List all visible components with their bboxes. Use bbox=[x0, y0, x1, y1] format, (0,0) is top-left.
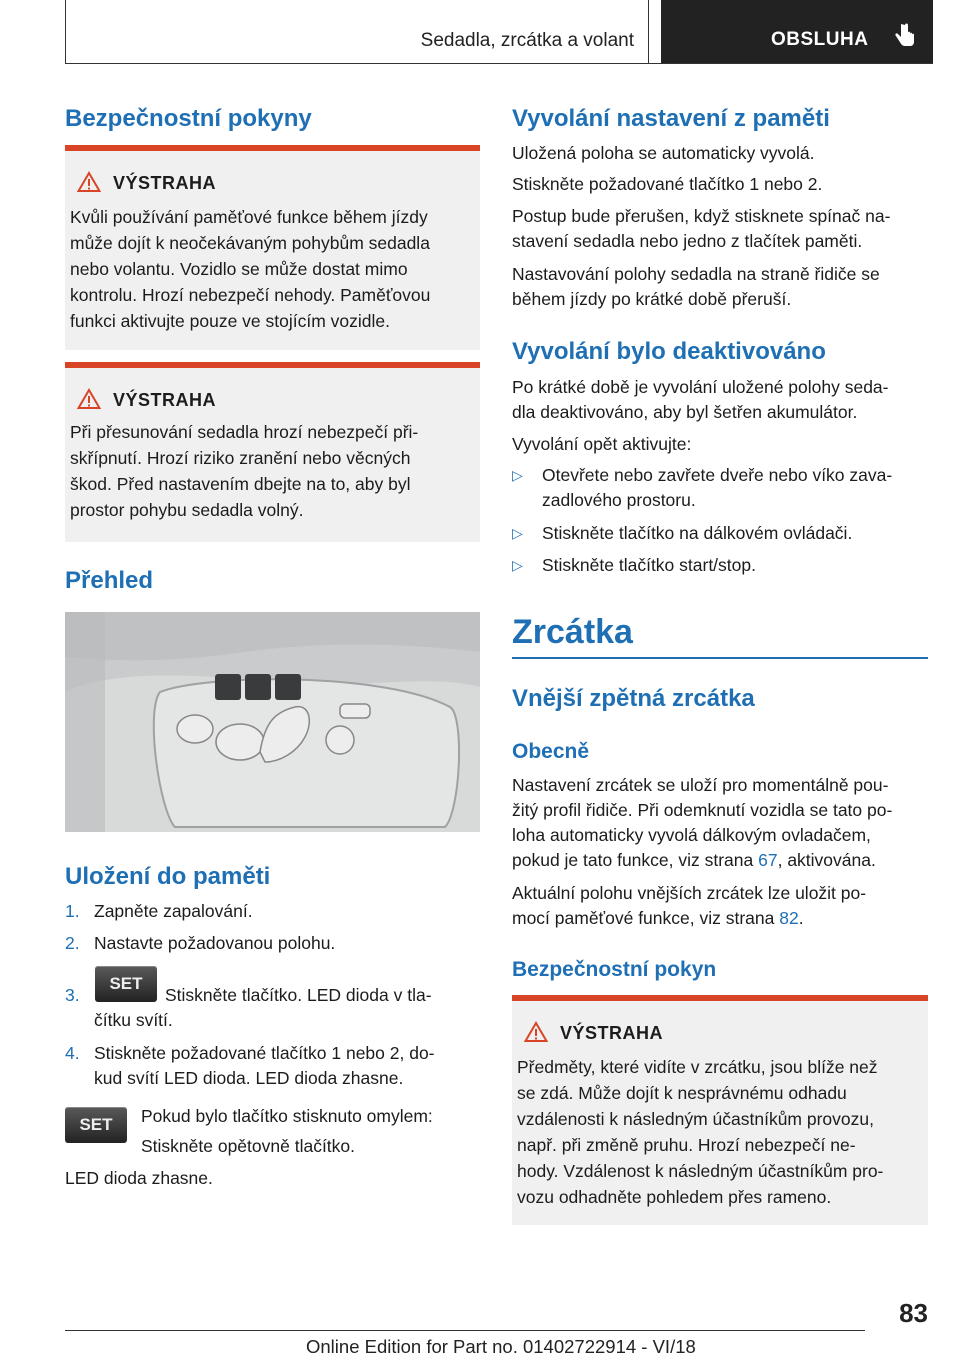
paragraph: Stiskněte požadované tlačítko 1 nebo 2. bbox=[512, 174, 823, 194]
set-button: SET bbox=[95, 966, 157, 1002]
warning-text: Předměty, které vidíte v zrcátku, jsou blíže než se zdá. Může dojít k nesprávnému odhadu vzdálenosti k následným účastníkům provozu, např. při změně pruhu. Hrozí nebezpečí ne‐ hody. Vzdálenost k následným účastníkům pro‐ vozu odhadněte pohledem přes rameno. bbox=[517, 1057, 884, 1207]
warning-title: VÝSTRAHA bbox=[113, 390, 217, 410]
note-text: Stiskněte opětovně tlačítko. bbox=[141, 1136, 356, 1156]
warning-bar bbox=[65, 145, 480, 151]
safety-note-heading: Bezpečnostní pokyn bbox=[512, 958, 717, 981]
paragraph: pokud je tato funkce, viz strana 67, aktivována. bbox=[512, 850, 876, 870]
step-text: Stiskněte tlačítko. LED dioda v tla‐ bbox=[165, 985, 432, 1005]
paragraph: během jízdy po krátké době přeruší. bbox=[512, 289, 792, 309]
step-number: 1. bbox=[65, 901, 80, 921]
paragraph: Nastavování polohy sedadla na straně řidiče se bbox=[512, 264, 880, 284]
warning-triangle-icon bbox=[524, 1021, 548, 1043]
step-text: Zapněte zapalování. bbox=[94, 901, 253, 921]
note-text: Pokud bylo tlačítko stisknuto omylem: bbox=[141, 1106, 433, 1126]
mirrors-heading: Zrcátka bbox=[512, 613, 633, 651]
warning-bar bbox=[512, 995, 928, 1001]
seat-controls-illustration bbox=[65, 612, 480, 832]
warning-triangle-icon bbox=[77, 171, 101, 193]
header-border bbox=[65, 0, 66, 63]
bullet-triangle-icon: ▷ bbox=[512, 525, 523, 541]
warning-title: VÝSTRAHA bbox=[560, 1023, 664, 1043]
warning-text: Kvůli používání paměťové funkce během jízdy může dojít k neočekávaným pohybům sedadla nebo volantu. Vozidlo se může dostat mimo kontrolu. Hrozí nebezpečí nehody. Paměťovou funkci aktivujte pouze ve stojícím vozidle. bbox=[70, 207, 431, 331]
paragraph: Uložená poloha se automaticky vyvolá. bbox=[512, 143, 815, 163]
paragraph: Postup bude přerušen, když stisknete spínač na‐ bbox=[512, 206, 891, 226]
paragraph: Po krátké době je vyvolání uložené polohy seda‐ bbox=[512, 377, 889, 397]
deactivated-heading: Vyvolání bylo deaktivováno bbox=[512, 338, 826, 365]
step-number: 4. bbox=[65, 1043, 80, 1063]
paragraph: žitý profil řidiče. Při odemknutí vozidla se tato po‐ bbox=[512, 800, 893, 820]
step-number: 2. bbox=[65, 933, 80, 953]
footer-edition: Online Edition for Part no. 01402722914 - VI/18 bbox=[306, 1336, 696, 1357]
warning-bar bbox=[65, 362, 480, 368]
warning-text: Při přesunování sedadla hrozí nebezpečí při‐ skřípnutí. Hrozí riziko zranění nebo věcných škod. Před nastavením dbejte na to, aby byl prostor pohybu sedadla volný. bbox=[70, 422, 419, 520]
paragraph: stavení sedadla nebo jedno z tlačítek paměti. bbox=[512, 231, 863, 251]
led-off-text: LED dioda zhasne. bbox=[65, 1168, 213, 1188]
warning-box-mirrors bbox=[512, 995, 928, 1225]
paragraph: loha automaticky vyvolá dálkovým ovladačem, bbox=[512, 825, 871, 845]
warning-box-pinch bbox=[65, 362, 480, 542]
heading-rule bbox=[512, 657, 928, 659]
paragraph: Aktuální polohu vnějších zrcátek lze uložit po‐ bbox=[512, 883, 867, 903]
paragraph: Vyvolání opět aktivujte: bbox=[512, 434, 692, 454]
header-tab-label: OBSLUHA bbox=[771, 29, 869, 50]
paragraph: Nastavení zrcátek se uloží pro momentálně pou‐ bbox=[512, 775, 889, 795]
header-rule bbox=[65, 63, 933, 64]
step-text: Nastavte požadovanou polohu. bbox=[94, 933, 336, 953]
paragraph: mocí paměťové funkce, viz strana 82. bbox=[512, 908, 804, 928]
header-section-title: Sedadla, zrcátka a volant bbox=[420, 30, 634, 51]
page-link-82[interactable]: 82 bbox=[779, 908, 799, 928]
warning-title: VÝSTRAHA bbox=[113, 173, 217, 193]
header-separator bbox=[648, 0, 649, 63]
bullet-triangle-icon: ▷ bbox=[512, 557, 523, 573]
overview-heading: Přehled bbox=[65, 567, 154, 594]
step-text: kud svítí LED dioda. LED dioda zhasne. bbox=[94, 1068, 404, 1088]
set-button: SET bbox=[65, 1107, 127, 1143]
step-text: Stiskněte požadované tlačítko 1 nebo 2, do‐ bbox=[94, 1043, 435, 1063]
step-number: 3. bbox=[65, 985, 80, 1005]
page-number: 83 bbox=[899, 1298, 928, 1328]
exterior-mirrors-heading: Vnější zpětná zrcátka bbox=[512, 685, 755, 712]
general-heading: Obecně bbox=[512, 740, 590, 763]
safety-instructions-heading: Bezpečnostní pokyny bbox=[65, 105, 312, 132]
footer-rule bbox=[65, 1330, 865, 1331]
warning-box-memory bbox=[65, 145, 480, 350]
step-text: čítku svítí. bbox=[94, 1010, 173, 1030]
recall-heading: Vyvolání nastavení z paměti bbox=[512, 105, 830, 132]
paragraph: dla deaktivováno, aby byl šetřen akumulátor. bbox=[512, 402, 858, 422]
bullet-triangle-icon: ▷ bbox=[512, 467, 523, 483]
store-memory-heading: Uložení do paměti bbox=[65, 863, 271, 890]
hand-pointer-icon bbox=[893, 22, 917, 50]
page-link-67[interactable]: 67 bbox=[758, 850, 778, 870]
header-tab-obsluha[interactable] bbox=[661, 0, 933, 63]
warning-triangle-icon bbox=[77, 388, 101, 410]
